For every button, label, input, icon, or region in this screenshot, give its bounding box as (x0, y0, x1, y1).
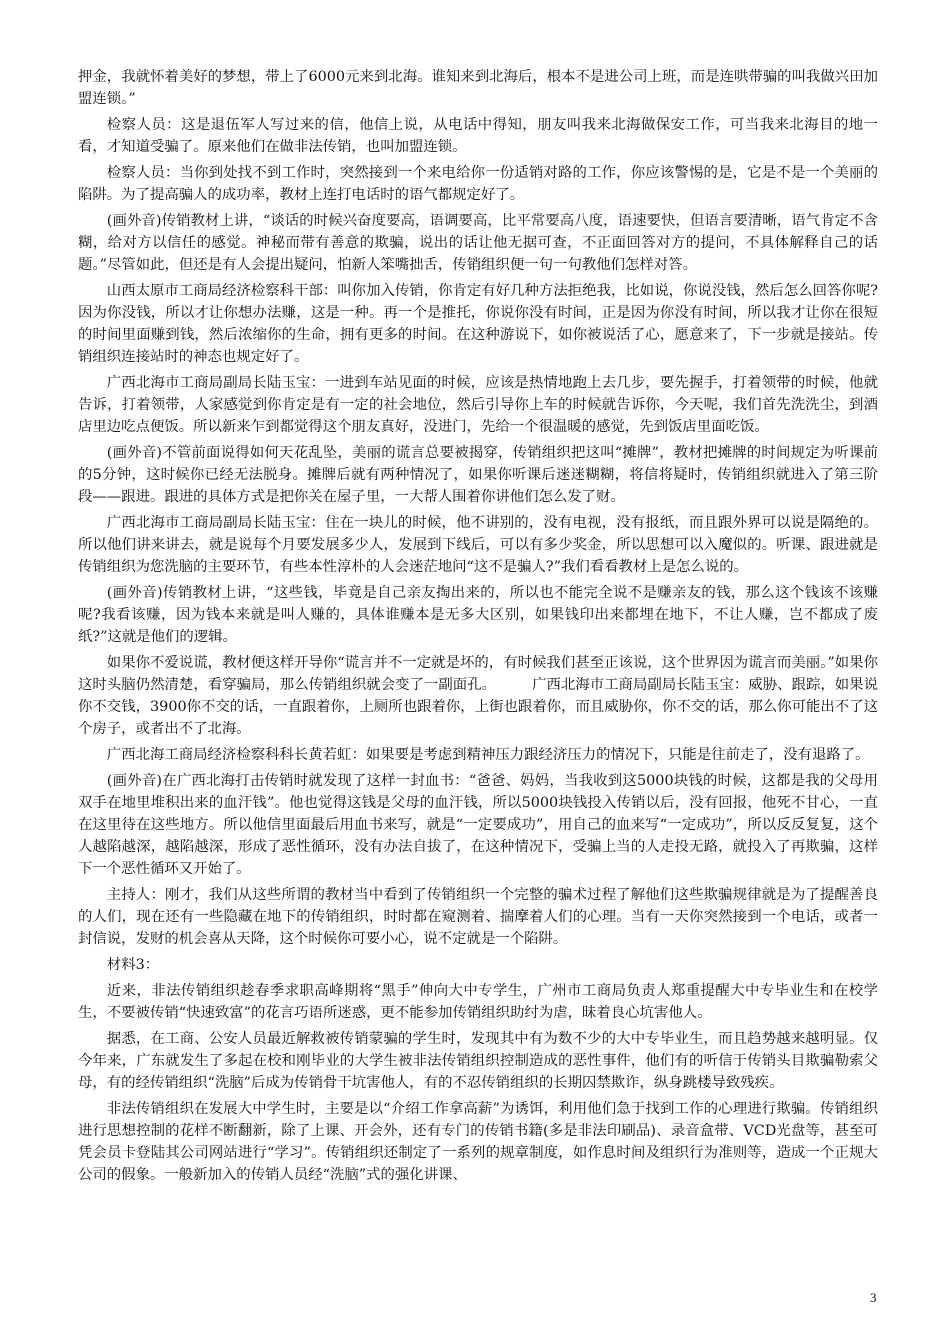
paragraph-shanxi-official: 山西太原市工商局经济检察科干部：叫你加入传销，你肯定有好几种方法拒绝我，比如说，你说没钱，然后怎么回答你呢?因为你没钱，所以才让你想办法赚，这是一种。再一个是推托，你说你没有时间，正是因为你没有时间，所以我才让你在很短的时间里面赚到钱，然后浓缩你的生命，拥有更多的时间。在这种游说下，如你被说活了心，愿意来了，下一步就是接站。传销组织连接站时的神态也规定好了。 (78, 283, 878, 365)
paragraph-students-warning: 近来，非法传销组织趁春季求职高峰期将“黑手”伸向大中专学生，广州市工商局负责人郑重提醒大中专毕业生和在校学生，不要被传销“快速致富”的花言巧语所迷惑，更不能参加传销组织助纣为虐，昧着良心坑害他人。 (78, 983, 878, 1021)
section-heading-material-3: 材料3： (106, 957, 160, 973)
paragraph-voiceover-blood-letter: (画外音)在广西北海打击传销时就发现了这样一封血书：“爸爸、妈妈，当我收到这5000块钱的时候，这都是我的父母用双手在地里堆积出来的血汗钱”。他也觉得这钱是父母的血汗钱，所以5000块钱投入传销以后，没有回报，他死不甘心，一直在这里待在这些地方。所以他信里面最后用血书来写，就是“一定要成功”，用自己的血来写“一定成功”，所以反反复复，这个人越陷越深，越陷越深，形成了恶性循环，没有办法自拔了，在这种情况下，受骗上当的人走投无路，就投入了再欺骗，这样下一个恶性循环又开始了。 (78, 773, 878, 877)
paragraph-beihai-section-chief: 广西北海工商局经济检察科科长黄若虹：如果要是考虑到精神压力跟经济压力的情况下，只能是往前走了，没有退路了。 (106, 747, 870, 763)
paragraph-host-summary: 主持人：刚才，我们从这些所谓的教材当中看到了传销组织一个完整的骗术过程了解他们这些欺骗规律就是为了提醒善良的人们，现在还有一些隐藏在地下的传销组织，时时都在窥测着、揣摩着人们的心理。当有一天你突然接到一个电话，或者一封信说，发财的机会喜从天降，这个时候你可要小心，说不定就是一个陷阱。 (78, 887, 878, 947)
paragraph-rescue-findings: 据悉，在工商、公安人员最近解救被传销蒙骗的学生时，发现其中有为数不少的大中专毕业生，而且趋势越来越明显。仅今年来，广东就发生了多起在校和刚毕业的大学生被非法传销组织控制造成的恶性事件，他们有的听信于传销头目欺骗勒索父母，有的经传销组织“洗脑”后成为传销骨干坑害他人，有的不忍传销组织的长期囚禁欺诈，纵身跳楼导致残疾。 (78, 1031, 878, 1091)
paragraph-beihai-deputy-isolation: 广西北海市工商局副局长陆玉宝：住在一块儿的时候，他不讲别的，没有电视，没有报纸，而且跟外界可以说是隔绝的。所以他们讲来讲去，就是说每个月要发展多少人，发展到下线后，可以有多少奖金，所以思想可以入魔似的。听课、跟进就是传销组织为您洗脑的主要环节，有些本性淳朴的人会迷茫地问“这不是骗人?”我们看看教材上是怎么说的。 (78, 515, 878, 575)
document-body (78, 66, 878, 1190)
paragraph-voiceover-showdown: (画外音)不管前面说得如何天花乱坠，美丽的谎言总要被揭穿，传销组织把这叫“摊牌”，教材把摊牌的时间规定为听课前的5分钟，这时候你已经无法脱身。摊牌后就有两种情况了，如果你听课后迷迷糊糊，将信将疑时，传销组织就进入了第三阶段——跟进。跟进的具体方式是把你关在屋子里，一大帮人围着你讲他们怎么发了财。 (78, 445, 878, 505)
paragraph-recruitment-methods: 非法传销组织在发展大中学生时，主要是以“介绍工作拿高薪”为诱饵，利用他们急于找到工作的心理进行欺骗。传销组织进行思想控制的花样不断翻新，除了上课、开会外，还有专门的传销书籍(多是非法印刷品)、录音盒带、VCD光盘等，甚至可凭会员卡登陆其公司网站进行“学习”。传销组织还制定了一系列的规章制度，如作息时间及组织行为准则等，造成一个正规大公司的假象。一般新加入的传销人员经“洗脑”式的强化讲课、 (78, 1101, 878, 1183)
page-number: 3 (870, 1290, 877, 1305)
paragraph-continued-letter: 押金，我就怀着美好的梦想，带上了6000元来到北海。谁知来到北海后，根本不是进公司上班，而是连哄带骗的叫我做兴田加盟连锁。” (78, 69, 878, 107)
paragraph-prosecutor-veteran-letter: 检察人员：这是退伍军人写过来的信，他信上说，从电话中得知，朋友叫我来北海做保安工作，可当我来北海目的地一看，才知道受骗了。原来他们在做非法传销，也叫加盟连锁。 (78, 117, 878, 155)
paragraph-voiceover-money: (画外音)传销教材上讲，“这些钱，毕竟是自己亲友掏出来的，所以也不能完全说不是赚亲友的钱，那么这个钱该不该赚呢?我看该赚，因为钱本来就是叫人赚的，具体谁赚本是无多大区别，如果钱印出来都埋在地下，不让人赚，岂不都成了废纸?”这就是他们的逻辑。 (78, 585, 878, 645)
paragraph-beihai-deputy-station: 广西北海市工商局副局长陆玉宝：一进到车站见面的时候，应该是热情地跑上去几步，要先握手，打着领带的时候，他就告诉，打着领带，人家感觉到你肯定是有一定的社会地位，然后引导你上车的时候就告诉你，今天呢，我们首先洗洗尘，到酒店里边吃点便饭。所以新来乍到都觉得这个朋友真好，没进门，先给一个很温暖的感觉，先到饭店里面吃饭。 (78, 375, 878, 435)
paragraph-voiceover-phone-script: (画外音)传销教材上讲，“谈话的时候兴奋度要高，语调要高，比平常要高八度，语速要快，但语言要清晰，语气肯定不含糊，给对方以信任的感觉。神秘而带有善意的欺骗，说出的话让他无据可查，不正面回答对方的提问，不具体解释自己的话题。”尽管如此，但还是有人会提出疑问，怕新人笨嘴拙舌，传销组织便一句一句教他们怎样对答。 (78, 213, 878, 273)
paragraph-lying-threats: 如果你不爱说谎，教材便这样开导你“谎言并不一定就是坏的，有时候我们甚至正该说，这个世界因为谎言而美丽。”如果你这时头脑仍然清楚，看穿骗局，那么传销组织就会变了一副面孔。 广西北海市工商局副局长陆玉宝：威胁、跟踪，如果说你不交钱，3900你不交的话，一直跟着你，上厕所也跟着你，上街也跟着你，而且威胁你，你不交的话，那么你可能出不了这个房子，或者出不了北海。 (78, 655, 878, 737)
paragraph-prosecutor-warning: 检察人员：当你到处找不到工作时，突然接到一个来电给你一份适销对路的工作，你应该警惕的是，它是不是一个美丽的陷阱。为了提高骗人的成功率，教材上连打电话时的语气都规定好了。 (78, 165, 878, 203)
